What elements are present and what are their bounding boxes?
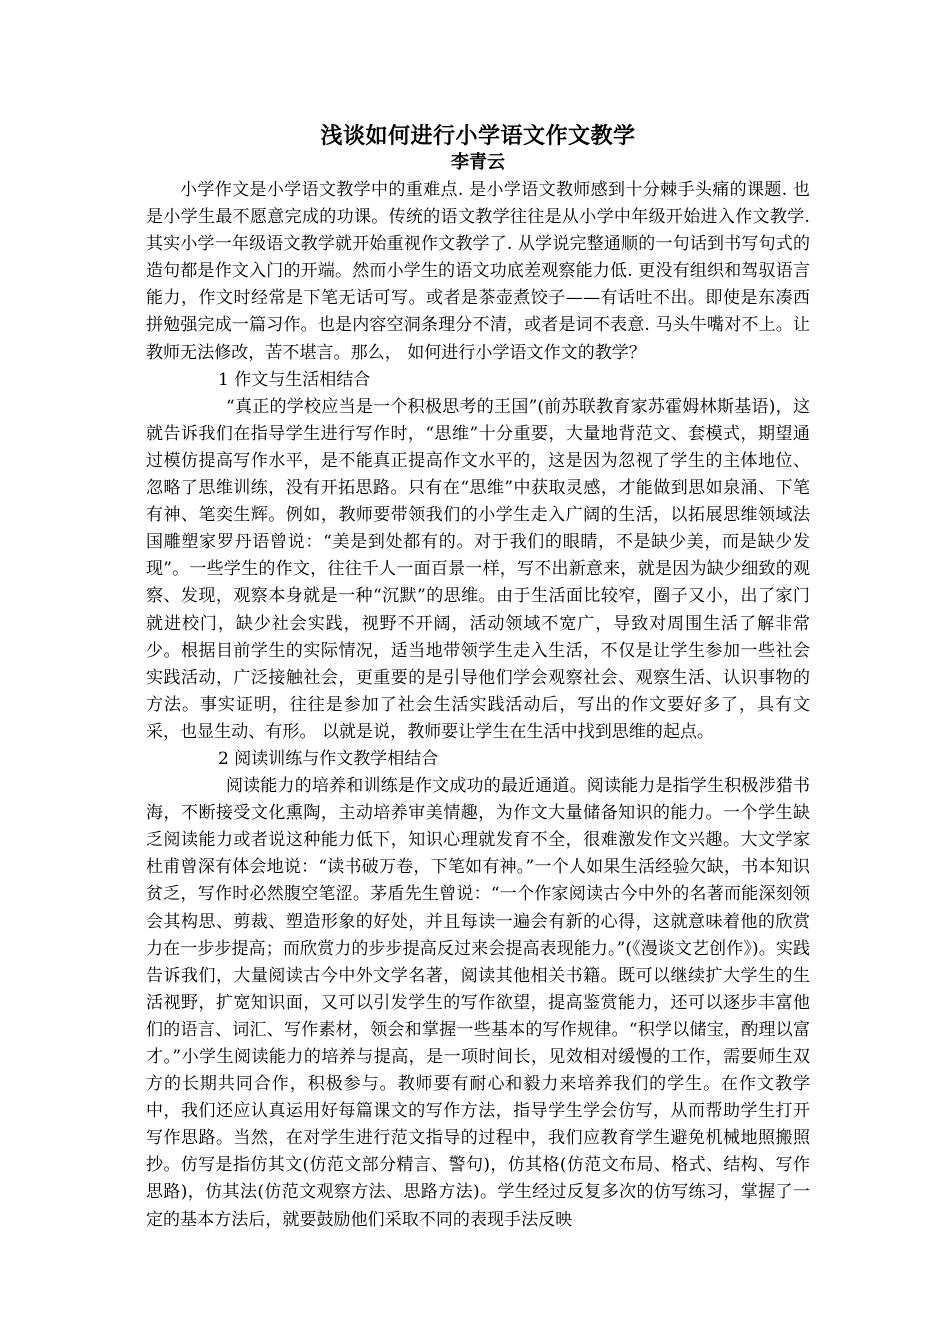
intro-paragraph: 小学作文是小学语文教学中的重难点. 是小学语文教师感到十分棘手头痛的课题. 也是小学生最不愿意完成的功课。传统的语文教学往往是从小学中年级开始进入作文教学. 其实小学一年级语文教学就开始重视作文教学了. 从学说完整通顺的一句话到书写句式的造句都是作文入门的开端。然而小学生的语文功底差观察能力低. 更没有组织和驾驭语言能力，作文时经常是下笔无话可写。或者是茶壶煮饺子——有话吐不出。即使是东凑西拼勉强完成一篇习作。也是内容空洞条理分不清，或者是词不表意. 马头牛嘴对不上。让教师无法修改，苦不堪言。那么， 如何进行小学语文作文的教学？ bbox=[146, 180, 810, 363]
section-heading-1: 1 作文与生活相结合 bbox=[218, 369, 371, 390]
section-body-1: “真正的学校应当是一个积极思考的王国”(前苏联教育家苏霍姆林斯基语)，这就告诉我们在指导学生进行写作时，“思维”十分重要，大量地背范文、套模式，期望通过模仿提高写作水平，是不能真正提高作文水平的，这是因为忽视了学生的主体地位、忽略了思维训练，没有开拓思路。只有在“思维”中获取灵感，才能做到思如泉涌、下笔有神、笔奕生辉。例如，教师要带领我们的小学生走入广阔的生活，以拓展思维领域法国雕塑家罗丹语曾说：“美是到处都有的。对于我们的眼睛，不是缺少美，而是缺少发现”。一些学生的作文，往往千人一面百景一样，写不出新意来，就是因为缺少细致的观察、发现，观察本身就是一种“沉默”的思维。由于生活面比较窄，圈子又小，出了家门就进校门，缺少社会实践，视野不开阔，活动领域不宽广，导致对周围生活了解非常少。根据目前学生的实际情况，适当地带领学生走入生活，不仅是让学生参加一些社会实践活动，广泛接触社会，更重要的是引导他们学会观察社会、观察生活、认识事物的方法。事实证明，往往是参加了社会生活实践活动后，写出的作文要好多了，具有文采，也显生动、有形。 以就是说，教师要让学生在生活中找到思维的起点。 bbox=[146, 396, 810, 742]
section-body-2: 阅读能力的培养和训练是作文成功的最近通道。阅读能力是指学生积极涉猎书海，不断接受文化熏陶，主动培养审美情趣，为作文大量储备知识的能力。一个学生缺乏阅读能力或者说这种能力低下，知识心理就发育不全，很难激发作文兴趣。大文学家杜甫曾深有体会地说：“读书破万卷，下笔如有神。”一个人如果生活经验欠缺，书本知识贫乏，写作时必然腹空笔涩。茅盾先生曾说：“一个作家阅读古今中外的名著而能深刻领会其构思、剪裁、塑造形象的好处，并且每读一遍会有新的心得，这就意味着他的欣赏力在一步步提高；而欣赏力的步步提高反过来会提高表现能力。”(《漫谈文艺创作》)。实践告诉我们，大量阅读古今中外文学名著，阅读其他相关书籍。既可以继续扩大学生的生活视野，扩宽知识面，又可以引发学生的写作欲望，提高鉴赏能力，还可以逐步丰富他们的语言、词汇、写作素材，领会和掌握一些基本的写作规律。“积学以储宝，酌理以富才。”小学生阅读能力的培养与提高，是一项时间长，见效相对缓慢的工作，需要师生双方的长期共同合作，积极参与。教师要有耐心和毅力来培养我们的学生。在作文教学中，我们还应认真运用好每篇课文的写作方法，指导学生学会仿写，从而帮助学生打开写作思路。当然，在对学生进行范文指导的过程中，我们应教育学生避免机械地照搬照抄。仿写是指仿其文(仿范文部分精言、警句)，仿其格(仿范文布局、格式、结构、写作思路)，仿其法(仿范文观察方法、思路方法)。学生经过反复多次的仿写练习，掌握了一定的基本方法后，就要鼓励他们采取不同的表现手法反映 bbox=[146, 776, 810, 1230]
document-page bbox=[146, 121, 810, 1234]
document-author: 李青云 bbox=[451, 152, 505, 173]
section-heading-2: 2 阅读训练与作文教学相结合 bbox=[218, 748, 439, 769]
document-title: 浅谈如何进行小学语文作文教学 bbox=[320, 123, 636, 149]
